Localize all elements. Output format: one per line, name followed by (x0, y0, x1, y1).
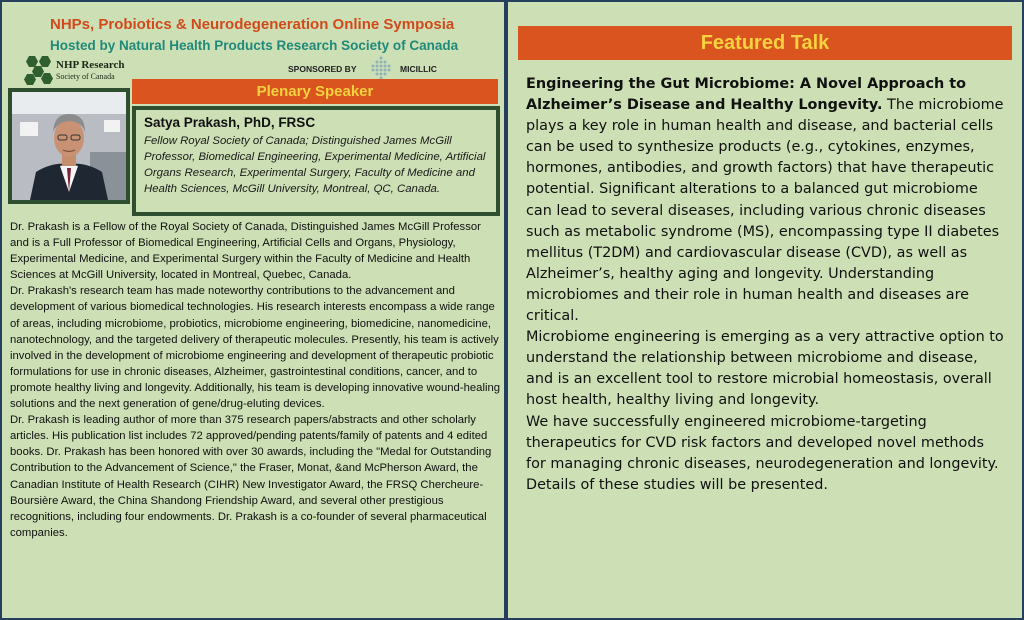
speaker-portrait-image (12, 92, 126, 200)
talk-intro-paragraph (526, 74, 1006, 327)
talk-abstract (526, 74, 1006, 496)
talk-paragraph: We have successfully engineered microbiome-targeting therapeutics for CVD risk factors and developed novel methods for managing chronic diseases, neurodegeneration and longevity. Details of these studies will be presented. (526, 413, 999, 493)
speaker-biography (10, 219, 502, 541)
speaker-panel (0, 0, 506, 620)
symposium-title: NHPs, Probiotics & Neurodegeneration Online Symposia (50, 16, 455, 33)
logo-name: NHP Research (56, 59, 125, 71)
logo-hex-icon (39, 56, 51, 67)
host-line: Hosted by Natural Health Products Research Society of Canada (50, 38, 459, 53)
plenary-speaker-banner: Plenary Speaker (132, 79, 498, 104)
bio-paragraph: Dr. Prakash is leading author of more than 375 research papers/abstracts and other scholarly articles. His publication list includes 72 approved/pending patents/family of patents and 4 edited books. Dr. Prakash has been honored with over 30 awards, including the "Medal for Outstanding Contribution to the Advancement of Science," the Fraser, Monat, &and McPherson Award, the Canadian Institute of Health Research (CIHR) New Investigator Award, the FRSQ Chercheure-Boursière Award, the China Shandong Friendship Award, and several other prestigious recognitions, including four endowments. Dr. Prakash is a co-founder of several pharmaceutical companies. (10, 414, 492, 539)
speaker-affiliations: Fellow Royal Society of Canada; Distinguished James McGill Professor, Biomedical Engineering, Experimental Medicine, Artificial Organs Research, Experimental Surgery, Faculty of Medicine and Health Sciences, McGill University, Montreal, QC, Canada. (144, 135, 486, 195)
logo-hex-icon (24, 74, 36, 85)
talk-title: Engineering the Gut Microbiome: A Novel Approach to Alzheimer’s Disease and Healthy Longevity. (526, 76, 967, 114)
talk-intro: The microbiome plays a key role in human health and disease, and bacterial cells can be used to synthesize products (e.g., cytokines, enzymes, hormones, antibodies, and growth factors) that have therapeutic potential. Significant alterations to a balanced gut microbiome can lead to several diseases, including various chronic diseases such as metabolic syndrome (MS), encompassing type II diabetes mellitus (T2DM) and cardiovascular disease (CVD), as well as Alzheimer’s, healthy aging and longevity. Understanding microbiomes and their role in human health and diseases are critical. (526, 97, 1004, 325)
logo-hex-icon (26, 56, 38, 67)
sponsor-label: SPONSORED BY (288, 64, 357, 74)
talk-paragraph: Microbiome engineering is emerging as a very attractive option to understand the relationship between microbiome and disease, and is an excellent tool to restore microbial homeostasis, overall host health, healthy living and longevity. (526, 329, 1004, 409)
bio-paragraph: Dr. Prakash's research team has made noteworthy contributions to the advancement and development of various biomedical technologies. His research interests encompass a wide range of areas, including microbiome, probiotics, microbiome engineering, biomedicine, nanomedicine, nanotechnology, and the targeted delivery of therapeutic molecules. Presently, his team is actively involved in the development of microbiome engineering and development of therapeutic probiotic formulations for use in chronic diseases, Alzheimer, gastrointestinal conditions, cancer, and to promote healthy living and longevity. Additionally, his team is developing innovative wound-healing solutions and the next generation of gene/drug-eluting devices. (10, 285, 501, 411)
speaker-name: Satya Prakash, PhD, FRSC (144, 115, 316, 130)
logo-subtitle: Society of Canada (56, 72, 115, 81)
sponsor-name: MICILLIC (400, 64, 437, 74)
featured-talk-banner: Featured Talk (518, 26, 1012, 60)
bio-paragraph: Dr. Prakash is a Fellow of the Royal Society of Canada, Distinguished James McGill Professor and is a Full Professor of Biomedical Engineering, Artificial Cells and Organs, Physiology, Experimental Medicine, and Experimental Surgery within the Faculty of Medicine and Health Sciences at McGill University, located in Montreal, Quebec, Canada. (10, 221, 481, 282)
nhp-research-logo (22, 54, 142, 86)
logo-hex-icon (32, 66, 44, 77)
speaker-photo (8, 88, 130, 204)
speaker-info-box (132, 106, 500, 216)
logo-hex-icon (41, 73, 53, 84)
